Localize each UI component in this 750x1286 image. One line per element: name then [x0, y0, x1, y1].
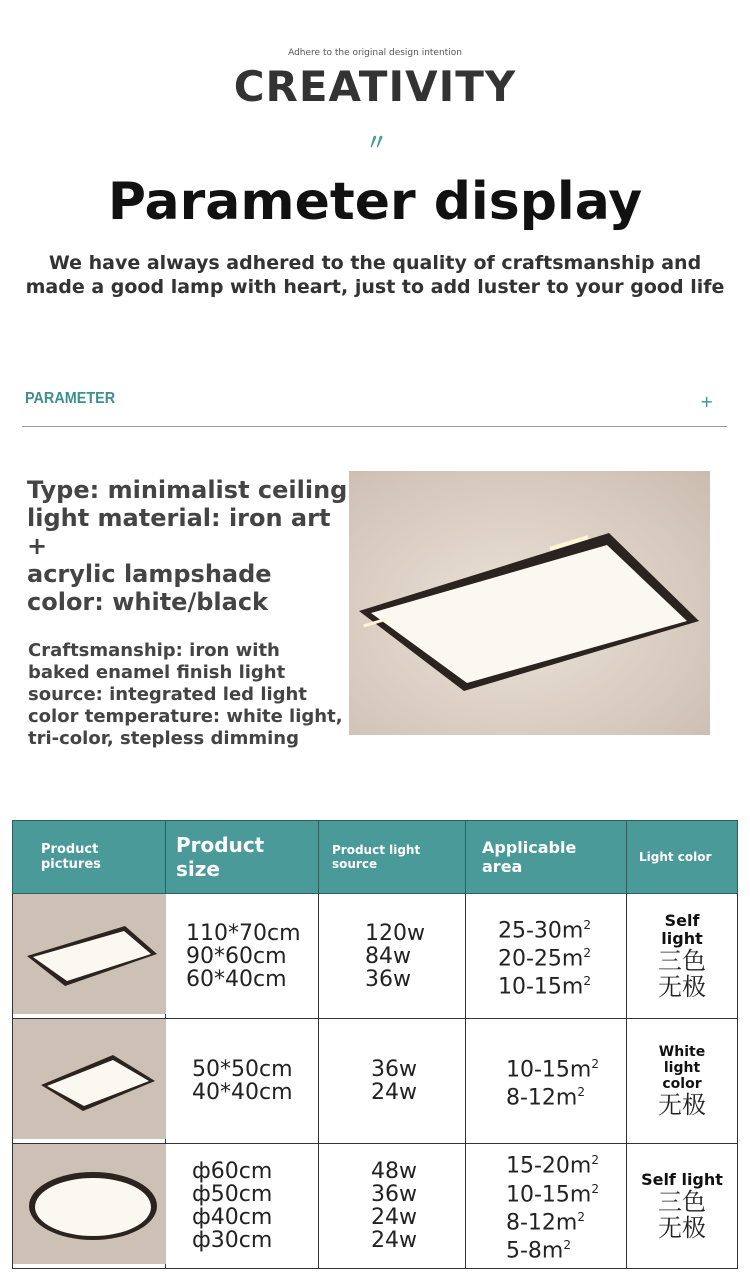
size-cell	[166, 894, 319, 1019]
divider	[22, 426, 727, 427]
area-number: 5-8m	[506, 1238, 564, 1264]
power-cell	[319, 894, 466, 1019]
area-unit: 2	[591, 1056, 599, 1071]
power-cell	[319, 1019, 466, 1144]
size-cell	[166, 1019, 319, 1144]
product-picture-rect	[13, 894, 166, 1019]
size-value: 50*50cm	[192, 1057, 293, 1082]
spec-table	[12, 820, 738, 1269]
area-cell	[466, 1019, 627, 1144]
header-light-color: Light color	[627, 821, 738, 894]
spec-line: Type: minimalist ceiling	[27, 476, 348, 504]
area-unit: 2	[577, 1210, 586, 1224]
area-unit: 2	[591, 1181, 599, 1196]
spec-line: light material: iron art +	[27, 504, 331, 560]
product-hero-image	[349, 471, 710, 735]
area-number: 8-12m	[506, 1085, 578, 1111]
area-number: 10-15m	[506, 1182, 592, 1207]
light-color-en: Self	[664, 911, 700, 930]
power-value: 84w	[365, 943, 411, 969]
table-row	[13, 1144, 738, 1269]
size-value: 90*60cm	[186, 943, 287, 969]
header-area: Applicable area	[466, 821, 627, 894]
spec-line: acrylic lampshade	[27, 560, 272, 588]
light-color-en: Self light	[641, 1170, 723, 1189]
size-value: ф40cm	[192, 1205, 273, 1230]
plus-icon[interactable]: +	[700, 392, 714, 411]
product-picture-round	[13, 1144, 166, 1269]
quote-mark-icon: 〃	[365, 131, 385, 156]
area-value	[506, 1053, 626, 1081]
area-unit: 2	[583, 917, 591, 932]
light-color-cn: 三色	[658, 1188, 706, 1216]
power-value: 120w	[365, 920, 425, 946]
area-unit: 2	[583, 945, 591, 960]
light-color-cn: 三色	[658, 947, 706, 975]
size-value: 60*40cm	[186, 966, 287, 992]
area-unit: 2	[577, 1085, 586, 1099]
craft-line: Craftsmanship: iron with	[28, 640, 280, 661]
area-number: 15-20m	[506, 1153, 592, 1179]
area-unit: 2	[563, 1238, 572, 1253]
power-value: 24w	[371, 1228, 417, 1253]
table-row	[13, 894, 738, 1019]
power-value: 48w	[371, 1159, 417, 1184]
size-cell	[166, 1144, 319, 1269]
area-value	[498, 942, 626, 970]
light-color-en: light	[661, 929, 703, 948]
lamp-rect-image	[13, 894, 166, 1014]
size-value: ф50cm	[192, 1182, 273, 1207]
power-value: 24w	[371, 1205, 417, 1230]
light-color-cell	[627, 894, 738, 1019]
light-color-cn: 无极	[658, 1214, 706, 1242]
size-value: ф30cm	[192, 1228, 273, 1253]
area-value	[506, 1081, 626, 1109]
area-value	[498, 970, 626, 998]
subtitle	[20, 251, 730, 299]
area-unit: 2	[583, 974, 591, 989]
light-color-en: White	[658, 1044, 706, 1060]
spec-line: color: white/black	[27, 588, 269, 616]
power-value: 24w	[371, 1080, 417, 1105]
lamp-round-image	[13, 1144, 166, 1264]
area-cell	[466, 1144, 627, 1269]
header-light-source: Product light source	[319, 821, 466, 894]
area-value	[506, 1149, 626, 1177]
craft-block	[28, 640, 358, 750]
size-value: ф60cm	[192, 1159, 273, 1184]
product-picture-square	[13, 1019, 166, 1144]
craft-line: tri-color, stepless dimming	[28, 728, 299, 749]
area-number: 8-12m	[506, 1210, 578, 1236]
area-value	[498, 914, 626, 942]
header-pictures: Product pictures	[13, 821, 166, 894]
light-color-cn: 无极	[658, 1091, 706, 1119]
brand-title: CREATIVITY	[233, 62, 517, 111]
light-color-en: color	[662, 1076, 702, 1092]
page-title: Parameter display	[107, 172, 643, 232]
area-number: 20-25m	[498, 946, 584, 972]
power-value: 36w	[371, 1182, 417, 1207]
area-cell	[466, 894, 627, 1019]
table-row	[13, 1019, 738, 1144]
spec-block	[27, 476, 357, 616]
section-label: PARAMETER	[25, 390, 116, 407]
power-cell	[319, 1144, 466, 1269]
header-size: Product size	[166, 821, 319, 894]
subtitle-line-1: We have always adhered to the quality of craftsmanship and	[48, 252, 702, 274]
craft-line: baked enamel finish light	[28, 662, 286, 683]
craft-line: source: integrated led light	[28, 684, 307, 705]
area-number: 10-15m	[498, 974, 584, 1000]
lamp-square-image	[13, 1019, 166, 1139]
light-color-cell	[627, 1144, 738, 1269]
size-value: 110*70cm	[186, 920, 301, 946]
table-header-row	[13, 821, 738, 894]
size-value: 40*40cm	[192, 1080, 293, 1105]
area-value	[506, 1234, 626, 1262]
craft-line: color temperature: white light,	[28, 706, 343, 727]
area-number: 25-30m	[498, 917, 584, 943]
light-color-cell	[627, 1019, 738, 1144]
area-value	[506, 1178, 626, 1206]
subtitle-line-2: made a good lamp with heart, just to add luster to your good life	[25, 276, 725, 298]
power-value: 36w	[371, 1057, 417, 1082]
power-value: 36w	[365, 966, 411, 992]
light-color-en: light	[663, 1060, 701, 1076]
tagline: Adhere to the original design intention	[288, 48, 462, 58]
area-value	[506, 1206, 626, 1234]
area-number: 10-15m	[506, 1057, 592, 1082]
area-unit: 2	[591, 1153, 599, 1168]
light-color-cn: 无极	[658, 973, 706, 1001]
